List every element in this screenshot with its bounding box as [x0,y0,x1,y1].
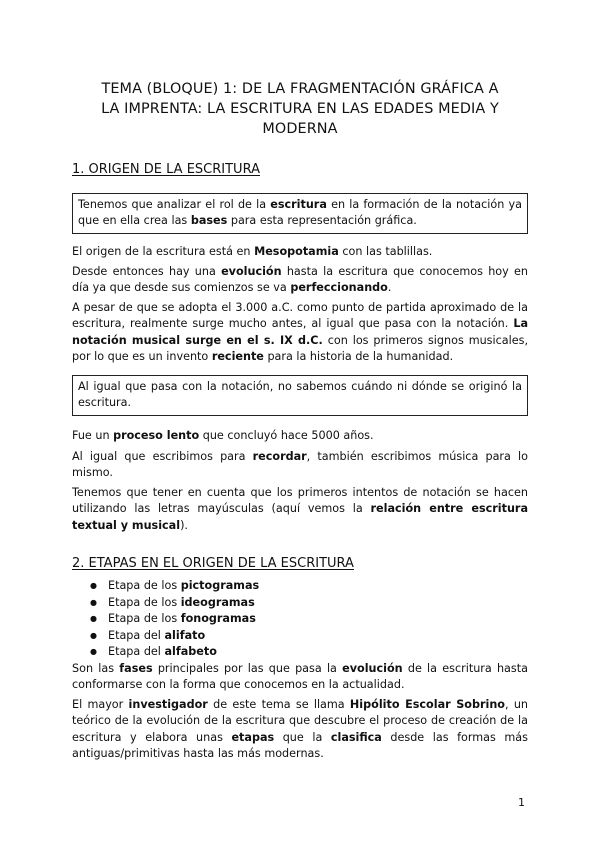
title-line: TEMA (BLOQUE) 1: DE LA FRAGMENTACIÓN GRÁFICA A [101,81,499,97]
text: Tenemos que analizar el rol de la [78,198,271,211]
bold-text: bases [190,214,228,228]
section-heading-origen: 1. ORIGEN DE LA ESCRITURA [72,162,260,177]
text: , también escribimos música para lo mismo. [72,450,528,480]
text: , un teórico de la evolución de la escritura que descubre el proceso de creación de la escritura y elabora unas [72,698,528,744]
paragraph [72,661,528,694]
bold-text: relación entre escritura textual y musical [72,502,528,532]
text: desde las formas más antiguas/primitivas hasta las más modernas. [72,730,528,760]
paragraph [72,300,528,365]
bold-text: fases [119,662,153,675]
bold-text: escritura [270,198,327,211]
bold-text: recordar [252,450,307,463]
bold-text: fonogramas [180,612,256,626]
bold-text: evolución [342,662,403,675]
text: Desde entonces hay una [72,265,222,278]
text: Al igual que escribimos para [72,450,253,463]
section-heading-etapas: 2. ETAPAS EN EL ORIGEN DE LA ESCRITURA [72,556,354,571]
bold-text: pictogramas [180,579,260,592]
text: de la escritura hasta conformarse con la forma que conocemos en la actualidad. [72,662,528,692]
text: de este tema se llama [207,698,350,711]
text: que la [274,730,331,744]
bold-text: etapas [231,730,275,744]
text: hasta la escritura que conocemos hoy en día ya que desde sus comienzos se va [72,265,528,295]
text: Etapa de los [108,579,181,592]
callout-box [72,375,528,416]
text: Al igual que pasa con la notación, no sabemos cuándo ni dónde se originó la escritura. [78,380,522,410]
bold-text: evolución [221,265,282,278]
bold-text: La notación musical surge en el s. IX d.C. [72,317,528,347]
paragraph [72,449,528,482]
text: ). [180,518,188,532]
text: con las tablillas. [338,245,433,258]
text: para la historia de la humanidad. [263,349,454,363]
text: A pesar de que se adopta el 3.000 a.C. como punto de partida aproximado de la escritura, realmente surge mucho antes, al igual que pasa con la notación. [72,301,528,331]
list-item [72,628,528,645]
text: El origen de la escritura está en [72,245,255,258]
text: principales por las que pasa la [152,662,343,675]
paragraph [72,697,528,762]
paragraph [72,428,528,444]
document-title [72,80,528,139]
callout-box [72,193,528,234]
bold-text: ideogramas [180,595,255,609]
page-number: 1 [518,796,525,809]
bold-text: alifato [164,628,206,642]
text: Etapa del [108,628,165,642]
text: El mayor [72,698,129,711]
text: Son las [72,662,120,675]
text: . [387,281,392,295]
bold-text: investigador [128,698,208,711]
paragraph [72,485,528,534]
bold-text: perfeccionando [290,281,388,295]
title-line: LA IMPRENTA: LA ESCRITURA EN LAS EDADES MEDIA Y [101,100,499,117]
bold-text: proceso lento [113,429,200,442]
text: con los primeros signos musicales, por lo que es un invento [72,333,528,363]
bold-text: Mesopotamia [254,245,339,258]
bold-text: clasifica [330,730,382,744]
list-item [72,595,528,612]
text: para esta representación gráfica. [227,214,417,228]
list-item [72,578,528,595]
bold-text: reciente [211,349,264,363]
bold-text: alfabeto [164,645,217,659]
text: en la formación de la notación ya que en ella crea las [78,198,522,228]
etapas-list [72,578,528,661]
bold-text: Hipólito Escolar Sobrino [349,698,505,711]
text: Etapa de los [108,612,181,626]
title-line: MODERNA [262,120,338,137]
text: Tenemos que tener en cuenta que los primeros intentos de notación se hacen utilizando las letras mayúsculas (aquí vemos la [72,486,528,516]
list-item [72,611,528,628]
text: Fue un [72,429,114,442]
paragraph [72,264,528,297]
text: Etapa de los [108,595,181,609]
text: Etapa del [108,645,165,659]
list-item [72,644,528,661]
text: que concluyó hace 5000 años. [199,429,374,442]
paragraph [72,244,528,260]
